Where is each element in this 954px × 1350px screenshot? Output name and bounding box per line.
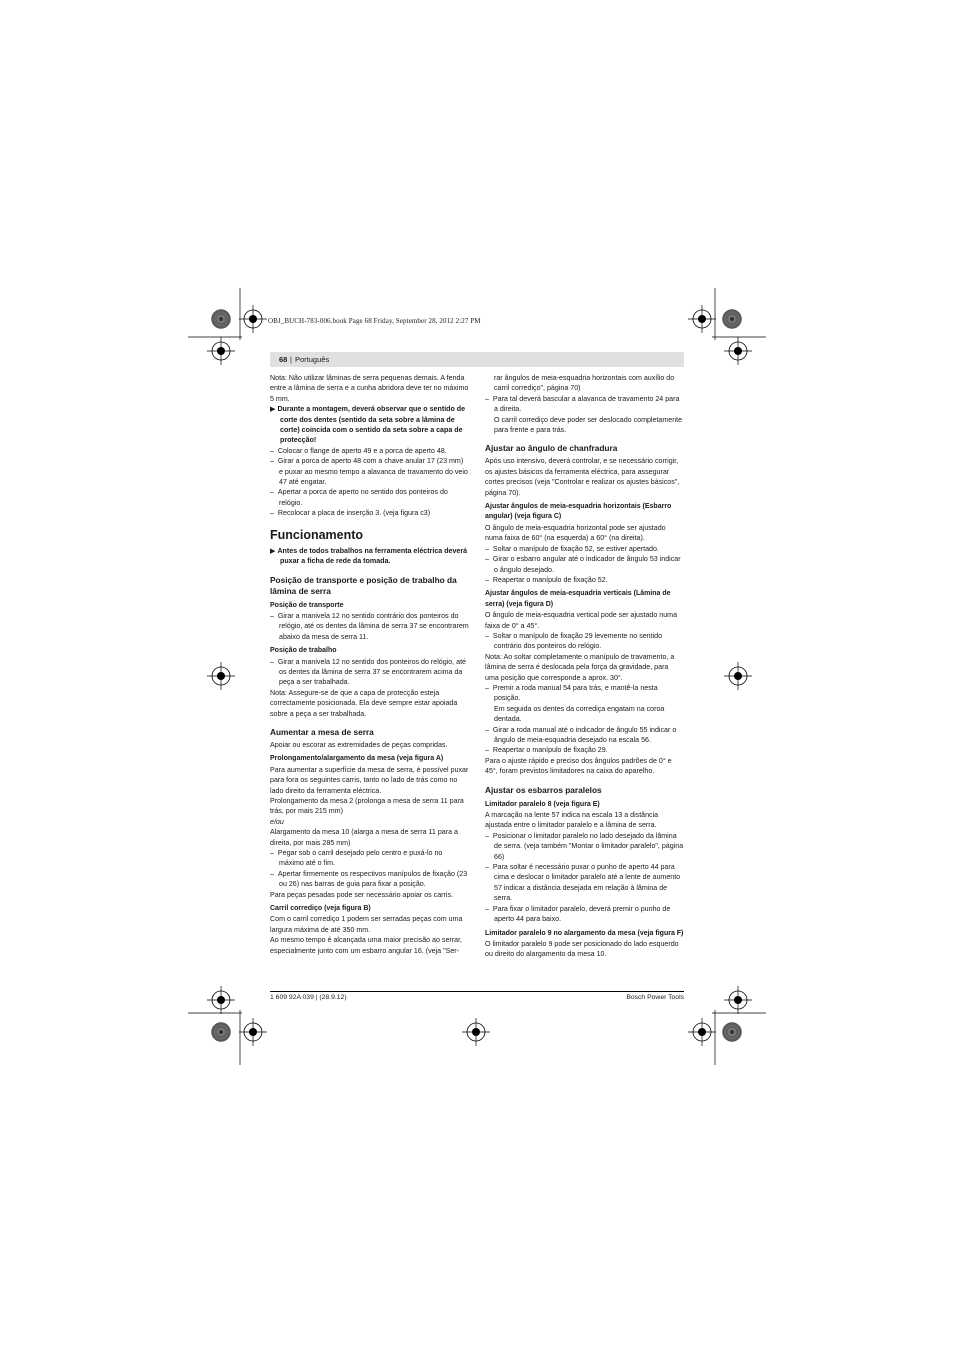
warning-item: ▶ Durante a montagem, deverá observar que o sentido de corte dos dentes (sentido da seta sobre a lâmina de corte) coincida com o sentido da seta sobre a capa de protecção! <box>270 405 466 445</box>
paragraph: Apoiar ou escorar as extremidades de peças compridas. <box>270 740 448 749</box>
paragraph: O ângulo de meia-esquadria vertical pode ser ajustado numa faixa de 0° a 45°. <box>485 611 678 630</box>
list-item: – Recolocar a placa de inserção 3. (veja figura c3) <box>270 509 431 518</box>
list-item: – Soltar o manípulo de fixação 29 levemente no sentido contrário dos ponteiros do relógio. <box>485 631 663 651</box>
list-item: – Para soltar é necessário puxar o punho de aperto 44 para cima e deslocar o limitador paralelo até a lente de aumento 57 indicar a distância desejada em relação à lâmina de serra. <box>485 863 681 903</box>
list-item: – Apertar firmemente os respectivos manípulos de fixação (23 ou 26) nas barras de guia para fixar a posição. <box>270 869 468 889</box>
minor-heading: Posição de transporte <box>270 601 344 609</box>
subsection-title: Aumentar a mesa de serra <box>270 726 374 737</box>
list-item: – Girar a roda manual até o indicador de ângulo 55 indicar o ângulo de meia-esquadria desejado na escala 56. <box>485 725 677 744</box>
list-item: – Reapertar o manípulo de fixação 52. <box>485 575 608 584</box>
list-item-text: Para soltar é necessário puxar o punho de aperto 44 para cima e deslocar o limitador paralelo até a lente de aumento 57 indicar a distância desejada em relação à lâmina de serra. <box>492 863 681 903</box>
paragraph: O carril corrediço deve poder ser deslocado completamente para frente e para trás. <box>494 415 683 435</box>
minor-heading: Limitador paralelo 8 (veja figura E) <box>485 800 600 808</box>
page-header <box>270 352 684 367</box>
list-item-text: Para tal deverá bascular a alavanca de travamento 24 para a direita. <box>492 394 680 414</box>
list-item-text: Colocar o flange de aperto 49 e a porca de aperto 48. <box>277 446 447 455</box>
list-item-text: Girar a porca de aperto 48 com a chave anular 17 (23 mm) e puxar ao mesmo tempo a alavanca de travamento do veio 47 até engatar. <box>277 457 468 487</box>
paragraph: O limitador paralelo 9 pode ser posicionado do lado esquerdo ou direito do alargamento da mesa 10. <box>485 939 679 959</box>
print-slug: OBJ_BUCH-783-006.book Page 68 Friday, September 28, 2012 2:27 PM <box>268 317 481 325</box>
minor-heading: Ajustar ângulos de meia-esquadria verticais (Lâmina de serra) (veja figura D) <box>485 590 671 608</box>
list-item: – Reapertar o manípulo de fixação 29. <box>485 746 608 755</box>
minor-heading: Prolongamento/alargamento da mesa (veja figura A) <box>270 755 444 763</box>
minor-heading: Carril corrediço (veja figura B) <box>270 905 371 913</box>
left-column <box>270 373 469 956</box>
warning-item: ▶ Antes de todos trabalhos na ferramenta eléctrica deverá puxar a ficha de rede da tomada. <box>270 546 468 566</box>
paragraph: rar ângulos de meia-esquadria horizontais com auxílio do carril corrediço", página 70) <box>494 374 675 393</box>
list-item-text: Apertar a porca de aperto no sentido dos ponteiros do relógio. <box>277 488 448 507</box>
header-separator: | <box>290 355 292 364</box>
note-paragraph: Nota: Ao soltar completamente o manípulo de travamento, a lâmina de serra é deslocada pela força da gravidade, para uma posição que corresponde a aprox. 30°. <box>485 652 675 682</box>
list-item-text: Apertar firmemente os respectivos manípulos de fixação (23 ou 26) nas barras de guia para fixar a posição. <box>277 869 468 889</box>
right-column <box>485 373 684 960</box>
list-item: – Apertar a porca de aperto no sentido dos ponteiros do relógio. <box>270 488 448 507</box>
paragraph: e/ou <box>270 817 284 826</box>
list-item-text: Soltar o manípulo de fixação 52, se estiver apertado. <box>492 544 659 553</box>
minor-heading: Posição de trabalho <box>270 647 337 655</box>
list-item: – Para tal deverá bascular a alavanca de travamento 24 para a direita. <box>485 394 680 414</box>
list-item-text: Reapertar o manípulo de fixação 52. <box>492 575 608 584</box>
list-item: – Premir a roda manual 54 para trás, e mantê-la nesta posição. <box>485 683 658 703</box>
section-title: Funcionamento <box>270 527 364 542</box>
paragraph: O ângulo de meia-esquadria horizontal pode ser ajustado numa faixa de 60° (na esquerda) a 60° (na direita). <box>485 523 666 543</box>
paragraph: A marcação na lente 57 indica na escala 13 a distância ajustada entre o limitador paralelo e a lâmina de serra. <box>485 811 659 830</box>
minor-heading: Limitador paralelo 9 no alargamento da mesa (veja figura F) <box>485 929 684 937</box>
list-item-text: Premir a roda manual 54 para trás, e mantê-la nesta posição. <box>492 683 658 703</box>
list-item: – Girar a manivela 12 no sentido dos ponteiros do relógio, até os dentes da lâmina de serra 37 se encontrarem acima da peça a ser trabalhada. <box>270 657 466 687</box>
paragraph: Em seguida os dentes da corrediça engatam na coroa dentada. <box>494 704 665 724</box>
list-item: – Para fixar o limitador paralelo, deverá premir o punho de aperto 44 para baixo. <box>485 904 671 924</box>
paragraph: Para peças pesadas pode ser necessário apoiar os carris. <box>270 890 453 899</box>
paragraph: Para aumentar a superfície da mesa de serra, é possível puxar para fora os seguintes carris, tanto no lado de trás como no lado direito da ferramenta eléctrica. <box>270 765 469 795</box>
list-item-text: Soltar o manípulo de fixação 29 levemente no sentido contrário dos ponteiros do relógio. <box>492 631 663 651</box>
warning-text: Durante a montagem, deverá observar que o sentido de corte dos dentes (sentido da seta sobre a lâmina de corte) coincida com o sentido da seta sobre a capa de protecção! <box>277 405 466 445</box>
paragraph: Ao mesmo tempo é alcançada uma maior precisão ao serrar, especialmente junto com um esbarro angular 16. (veja "Ser- <box>270 936 463 955</box>
header-language: Português <box>295 355 330 364</box>
subsection-title: Ajustar ao ângulo de chanfradura <box>485 443 618 454</box>
warning-text: Antes de todos trabalhos na ferramenta eléctrica deverá puxar a ficha de rede da tomada. <box>277 546 468 566</box>
paragraph: Para o ajuste rápido e preciso dos ângulos padrões de 0° e 45°, foram previstos limitadores na caixa do aparelho. <box>485 756 672 776</box>
paragraph: Após uso intensivo, deverá controlar, e se necessário corrigir, os ajustes básicos da ferramenta eléctrica, para assegurar cortes precisos (veja "Controlar e realizar os ajustes básicos", página 70). <box>485 457 680 497</box>
list-item-text: Reapertar o manípulo de fixação 29. <box>492 746 608 755</box>
paragraph: Com o carril corrediço 1 podem ser serradas peças com uma largura máxima de até 350 mm. <box>270 915 463 934</box>
list-item: – Colocar o flange de aperto 49 e a porca de aperto 48. <box>270 446 447 455</box>
paragraph: Nota: Não utilizar lâminas de serra pequenas demais. A fenda entre a lâmina de serra e a cunha abridora deve ter no máximo 5 mm. <box>270 374 469 403</box>
minor-heading: Ajustar ângulos de meia-esquadria horizontais (Esbarro angular) (veja figura C) <box>485 503 672 521</box>
list-item-text: Girar a roda manual até o indicador de ângulo 55 indicar o ângulo de meia-esquadria desejado na escala 56. <box>492 725 677 744</box>
footer-brand: Bosch Power Tools <box>626 994 684 1001</box>
list-item-text: Pegar sob o carril desejado pelo centro e puxá-lo no máximo até o fim. <box>277 849 443 868</box>
paragraph: Prolongamento da mesa 2 (prolonga a mesa de serra 11 para trás, por mais 215 mm) <box>270 797 464 816</box>
list-item: – Soltar o manípulo de fixação 52, se estiver apertado. <box>485 544 659 553</box>
list-item: – Posicionar o limitador paralelo no lado desejado da lâmina de serra. (veja também "Montar o limitador paralelo", página 66) <box>485 831 684 861</box>
list-item-text: Girar o esbarro angular até o indicador de ângulo 53 indicar o ângulo desejado. <box>492 555 681 574</box>
list-item-text: Recolocar a placa de inserção 3. (veja figura c3) <box>277 509 431 518</box>
list-item-text: Girar a manivela 12 no sentido dos ponteiros do relógio, até os dentes da lâmina de serra 37 se encontrarem acima da peça a ser trabalhada. <box>277 657 466 687</box>
page-number: 68 <box>279 355 288 364</box>
footer-rule <box>270 991 684 992</box>
subsection-title: Posição de transporte e posição de trabalho da lâmina de serra <box>270 574 457 596</box>
list-item-text: Para fixar o limitador paralelo, deverá premir o punho de aperto 44 para baixo. <box>492 904 671 924</box>
paragraph: Alargamento da mesa 10 (alarga a mesa de serra 11 para a direita, por mais 285 mm) <box>270 828 458 847</box>
list-item-text: Posicionar o limitador paralelo no lado desejado da lâmina de serra. (veja também "Montar o limitador paralelo", página 66) <box>492 831 684 861</box>
list-item: – Girar a manivela 12 no sentido contrário dos ponteiros do relógio, até os dentes da lâmina de serra 37 se encontrarem abaixo da mesa de serra 11. <box>270 611 469 641</box>
footer-doc-number: 1 609 92A 039 | (28.9.12) <box>270 994 347 1001</box>
list-item-text: Girar a manivela 12 no sentido contrário dos ponteiros do relógio, até os dentes da lâmina de serra 37 se encontrarem abaixo da mesa de serra 11. <box>277 611 469 641</box>
list-item: – Pegar sob o carril desejado pelo centro e puxá-lo no máximo até o fim. <box>270 849 443 868</box>
list-item: – Girar a porca de aperto 48 com a chave anular 17 (23 mm) e puxar ao mesmo tempo a alavanca de travamento do veio 47 até engatar. <box>270 457 468 487</box>
subsection-title: Ajustar os esbarros paralelos <box>485 784 602 795</box>
note-paragraph: Nota: Assegure-se de que a capa de protecção esteja correctamente posicionada. Ela deve sempre estar apoiada sobre a peça a ser trabalhada. <box>270 688 458 718</box>
list-item: – Girar o esbarro angular até o indicador de ângulo 53 indicar o ângulo desejado. <box>485 555 681 574</box>
